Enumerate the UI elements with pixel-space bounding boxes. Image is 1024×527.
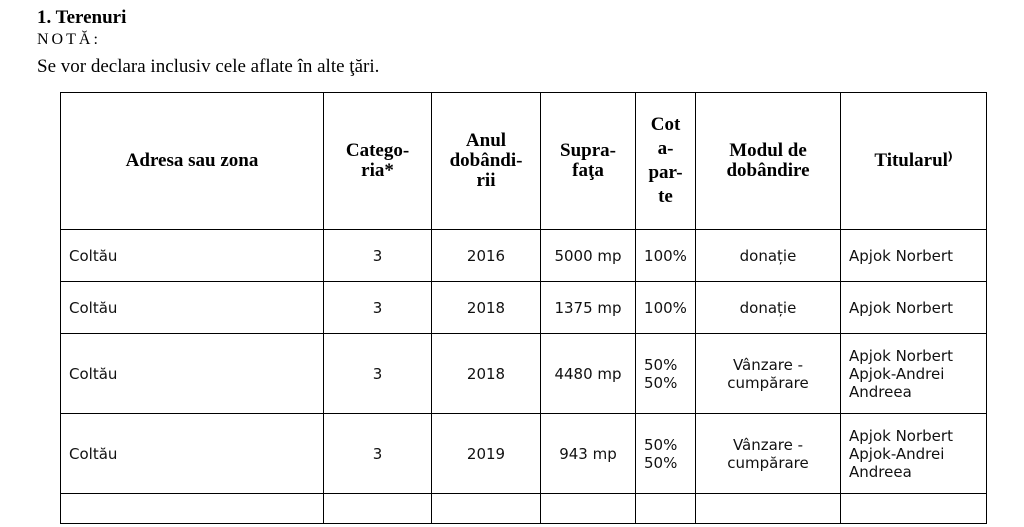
cell-year: 2019 <box>432 414 541 494</box>
cell-owner: Apjok Norbert Apjok-Andrei Andreea <box>841 414 987 494</box>
cell-mode: Vânzare - cumpărare <box>696 414 841 494</box>
cell-address: Coltău <box>61 230 324 282</box>
cell-address: Coltău <box>61 334 324 414</box>
header-area: Supra- faţa <box>541 93 636 230</box>
header-share: Cot a- par- te <box>636 93 696 230</box>
cell-mode: Vânzare - cumpărare <box>696 334 841 414</box>
cell-category: 3 <box>324 282 432 334</box>
cell-category: 3 <box>324 414 432 494</box>
table-row <box>61 282 987 334</box>
cell-year: 2018 <box>432 334 541 414</box>
cell-year: 2016 <box>432 230 541 282</box>
cell-category: 3 <box>324 230 432 282</box>
cell-address: Coltău <box>61 282 324 334</box>
cell-share: 50% 50% <box>636 334 696 414</box>
table-row <box>61 334 987 414</box>
cell-area: 5000 mp <box>541 230 636 282</box>
cell-mode: donație <box>696 282 841 334</box>
table-row <box>61 414 987 494</box>
table-row-empty <box>61 494 987 524</box>
cell-owner: Apjok Norbert <box>841 282 987 334</box>
cell-owner: Apjok Norbert <box>841 230 987 282</box>
header-mode: Modul de dobândire <box>696 93 841 230</box>
cell-year: 2018 <box>432 282 541 334</box>
cell-area: 1375 mp <box>541 282 636 334</box>
note-label: NOTĂ: <box>37 31 101 48</box>
section-title: 1. Terenuri <box>37 7 127 28</box>
header-owner: Titularul⁾ <box>841 93 987 230</box>
cell-share: 50% 50% <box>636 414 696 494</box>
cell-share: 100% <box>636 230 696 282</box>
cell-mode: donație <box>696 230 841 282</box>
header-address: Adresa sau zona <box>61 93 324 230</box>
cell-category: 3 <box>324 334 432 414</box>
table-header-row <box>61 93 987 230</box>
cell-share: 100% <box>636 282 696 334</box>
header-category: Catego- ria* <box>324 93 432 230</box>
land-table <box>60 92 987 524</box>
table-row <box>61 230 987 282</box>
cell-owner: Apjok Norbert Apjok-Andrei Andreea <box>841 334 987 414</box>
note-text: Se vor declara inclusiv cele aflate în alte ţări. <box>37 56 380 77</box>
header-year: Anul dobândi- rii <box>432 93 541 230</box>
cell-area: 943 mp <box>541 414 636 494</box>
cell-area: 4480 mp <box>541 334 636 414</box>
cell-address: Coltău <box>61 414 324 494</box>
